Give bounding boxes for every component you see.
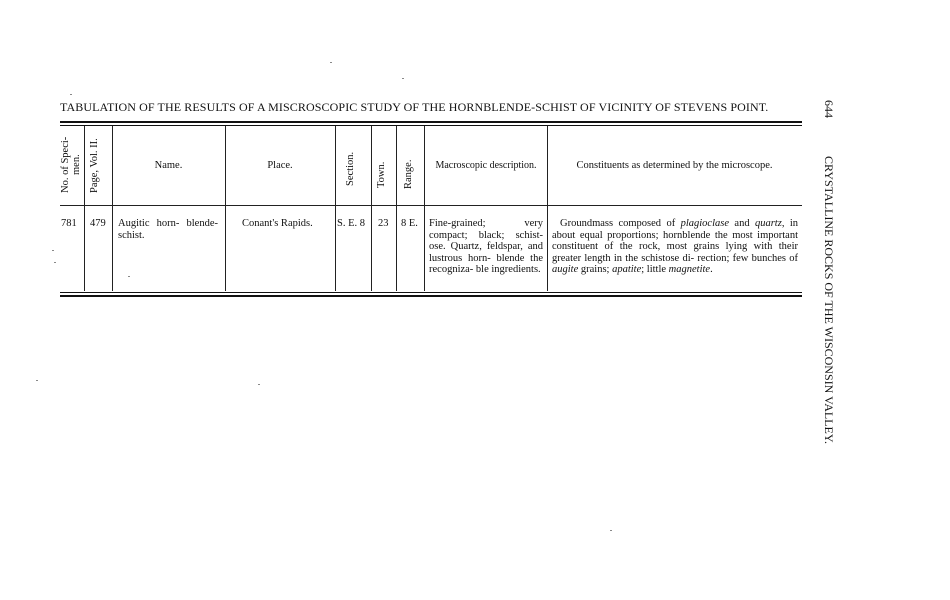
constituents-text: Groundmass composed of [560,218,681,229]
column-divider [371,126,372,291]
header-name: Name. [154,160,183,171]
cell-constituents [552,218,798,276]
column-divider [396,126,397,291]
term-augite: augite [552,264,579,275]
cell-specimen: 781 [61,218,77,229]
column-divider [112,126,113,291]
running-head-text: CRYSTALLINE ROCKS OF THE WISCONSIN VALLEY. [822,156,836,444]
term-apatite: apatite [612,264,642,275]
cell-section: S. E. 8 [337,218,366,229]
page-number: 644 [822,100,836,118]
table-bottom-rule [60,292,802,293]
header-separator [60,205,802,206]
header-specimen-text: No. of Speci- men. [60,136,82,194]
constituents-text: ; little [641,264,669,275]
constituents-text: and [729,218,755,229]
header-specimen [60,132,84,198]
cell-name: Augitic horn- blende-schist. [118,218,218,241]
header-constituents: Constituents as determined by the microscope. [576,160,773,171]
constituents-text: grains; [578,264,613,275]
column-divider [424,126,425,291]
header-section: Section. [345,151,356,187]
header-range: Range. [403,159,414,189]
term-plagioclase: plagioclase [680,218,730,229]
column-divider [84,126,85,291]
header-macroscopic: Macroscopic description. [435,160,537,171]
header-place: Place. [267,160,293,171]
column-divider [335,126,336,291]
constituents-text: , in about equal proportions; hornblende the most important constituent of the rock, most grains lying with their greater length in the schistose di- rection; few bunches of [552,218,798,264]
cell-macroscopic: Fine-grained; very compact; black; schist- ose. Quartz, feldspar, and lustrous horn- blende the recogniza- ble ingredients. [429,218,543,275]
constituents-text: . [710,264,713,275]
term-quartz: quartz [754,218,782,229]
cell-town: 23 [378,218,389,229]
header-town: Town. [376,161,387,189]
cell-place: Conant's Rapids. [242,218,313,229]
page-title: TABULATION OF THE RESULTS OF A MISCROSCOPIC STUDY OF THE HORNBLENDE-SCHIST OF VICINITY OF STEVENS POINT. [60,100,769,114]
table-bottom-rule-outer [60,295,802,297]
column-divider [225,126,226,291]
data-table [60,126,802,291]
cell-range: 8 E. [401,218,418,229]
column-divider [547,126,548,291]
header-page-vol: Page, Vol. II. [89,138,100,194]
table-top-rule [60,121,802,123]
running-head [814,100,836,500]
cell-page-vol: 479 [90,218,106,229]
term-magnetite: magnetite [668,264,711,275]
